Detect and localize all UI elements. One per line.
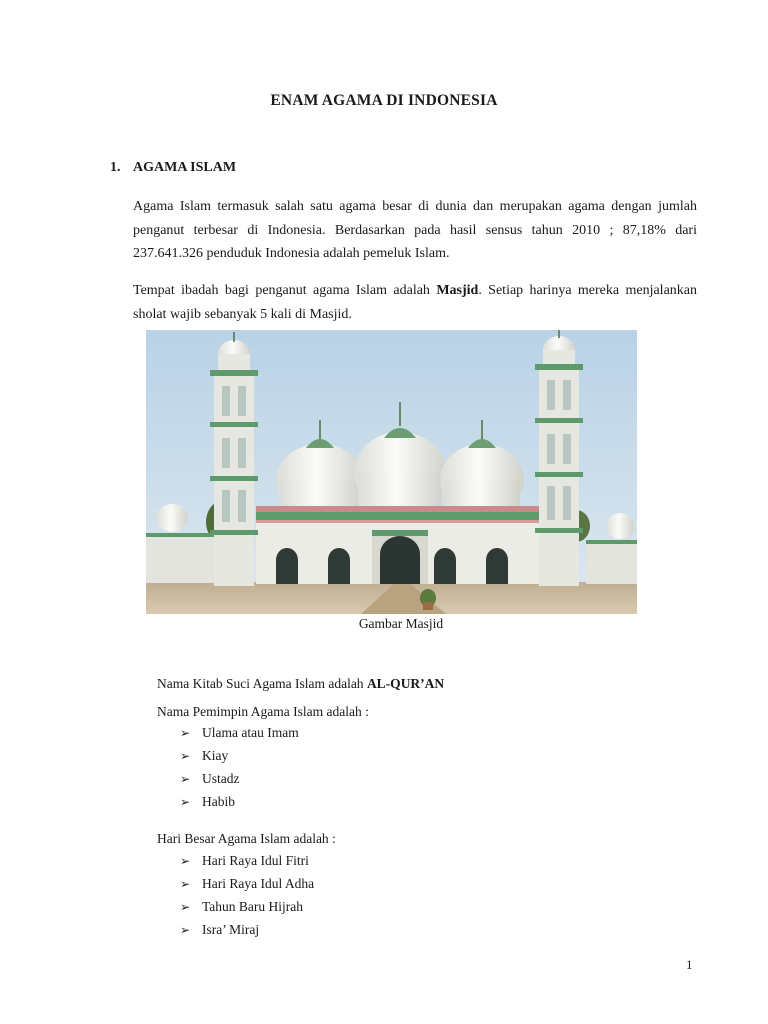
list-item-text: Ustadz	[202, 771, 240, 786]
section-heading	[110, 160, 236, 176]
worship-text-after: . Setiap harinya mereka menjalankan sholat wajib sebanyak 5 kali di Masjid.	[133, 283, 697, 322]
list-item-text: Ulama atau Imam	[202, 725, 299, 740]
intro-paragraph: Agama Islam termasuk salah satu agama besar di dunia dan merupakan agama dengan jumlah penganut terbesar di Indonesia. Berdasarkan pada hasil sensus tahun 2010 ; 87,18% dari 237.641.326 penduduk Indonesia adalah pemeluk Islam.	[133, 199, 697, 261]
list-item	[180, 721, 299, 744]
list-item	[180, 790, 299, 813]
arrowhead-bullet-icon: ➢	[180, 854, 191, 868]
arrowhead-bullet-icon: ➢	[180, 877, 191, 891]
arrowhead-bullet-icon: ➢	[180, 795, 191, 809]
section-heading-text: AGAMA ISLAM	[133, 160, 237, 175]
arrowhead-bullet-icon: ➢	[180, 726, 191, 740]
arrowhead-bullet-icon: ➢	[180, 923, 191, 937]
holidays-label: Hari Besar Agama Islam adalah :	[157, 831, 336, 846]
worship-text-before: Tempat ibadah bagi penganut agama Islam adalah	[133, 283, 437, 298]
mosque-photo	[146, 330, 637, 614]
figure-caption: Gambar Masjid	[358, 616, 444, 631]
arrowhead-bullet-icon: ➢	[180, 772, 191, 786]
list-item-text: Tahun Baru Hijrah	[202, 899, 304, 914]
section-number: 1.	[110, 160, 121, 175]
list-item-text: Isra’ Miraj	[202, 922, 260, 937]
holidays-list	[180, 849, 314, 941]
list-item-text: Hari Raya Idul Fitri	[202, 853, 309, 868]
arrowhead-bullet-icon: ➢	[180, 900, 191, 914]
worship-place-bold: Masjid	[436, 283, 479, 298]
worship-paragraph	[133, 279, 697, 326]
page-number: 1	[686, 957, 693, 972]
arrowhead-bullet-icon: ➢	[180, 749, 191, 763]
list-item	[180, 767, 299, 790]
holy-book-value: AL-QUR’AN	[366, 676, 445, 691]
list-item-text: Habib	[202, 794, 235, 809]
list-item	[180, 744, 299, 767]
leaders-label: Nama Pemimpin Agama Islam adalah :	[157, 704, 369, 719]
list-item	[180, 849, 314, 872]
list-item-text: Hari Raya Idul Adha	[202, 876, 315, 891]
list-item	[180, 918, 314, 941]
list-item-text: Kiay	[202, 748, 229, 763]
page-title: ENAM AGAMA DI INDONESIA	[270, 92, 498, 109]
list-item	[180, 872, 314, 895]
holy-book-label: Nama Kitab Suci Agama Islam adalah	[157, 676, 367, 691]
leaders-list	[180, 721, 299, 813]
list-item	[180, 895, 314, 918]
holy-book-line	[157, 676, 444, 692]
